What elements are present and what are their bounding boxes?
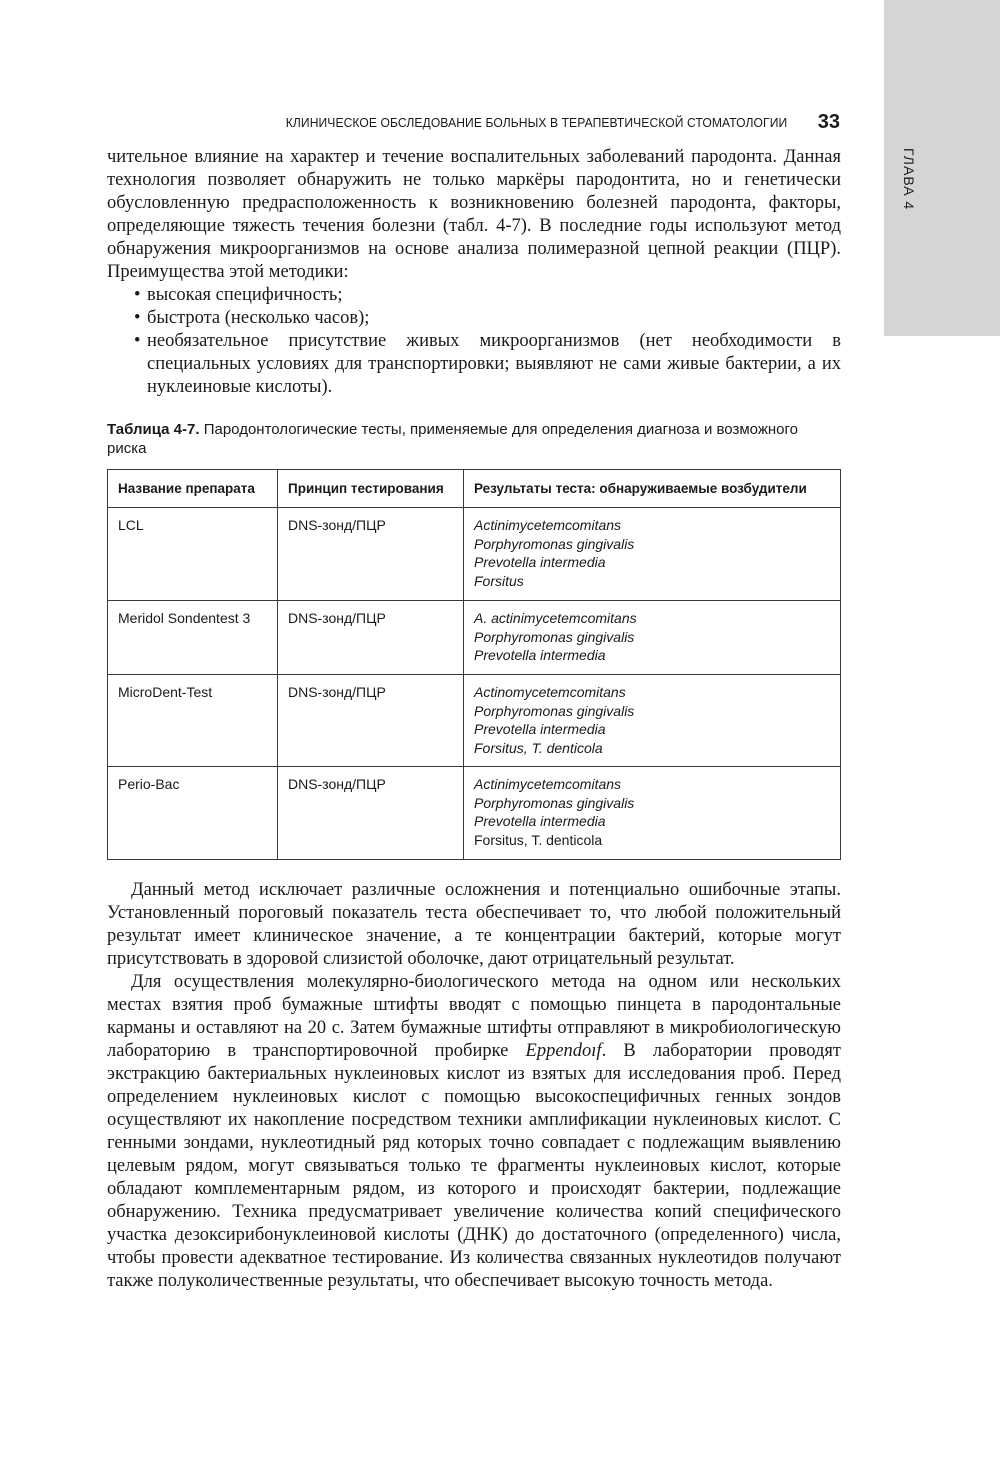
cell-name: Meridol Sondentest 3: [108, 601, 278, 675]
brand-name: Eppendoıf: [525, 1041, 602, 1061]
cell-principle: DNS-зонд/ПЦР: [278, 767, 464, 860]
header-principle: Принцип тестирования: [278, 470, 464, 508]
cell-results: [464, 675, 841, 767]
paragraph-procedure-end: . В лаборатории проводят экстракцию бактериальных нуклеиновых кислот из взятых для исследования проб. Перед определением нуклеиновых кислот с помощью высокоспецифичных генных зондов осуществляют их накопление посредством техники амплификации нуклеиновых кислот. С генными зондами, нуклеотидный ряд которых точно совпадает с подлежащим выявлению целевым рядом, могут связываться только те фрагменты нуклеиновых кислот, которые обладают комплементарным рядом, из которого и происходят бактерии, подлежащие обнаружению. Техника предусматривает увеличение количества копий специфического участка дезоксирибонуклеиновой кислоты (ДНК) до достаточного (определенного) числа, чтобы провести адекватное тестирование. Из количества связанных нуклеотидов получают также полуколичественные результаты, что обеспечивает высокую точность метода.: [107, 1041, 841, 1291]
cell-principle: DNS-зонд/ПЦР: [278, 601, 464, 675]
table-caption: [107, 420, 841, 458]
cell-principle: DNS-зонд/ПЦР: [278, 675, 464, 767]
organism: Prevotella intermedia: [474, 721, 606, 737]
organism: Porphyromonas gingivalis: [474, 702, 635, 719]
organism: Forsitus, T. denticola: [474, 831, 603, 848]
cell-name: LCL: [108, 508, 278, 601]
cell-name: Perio-Bac: [108, 767, 278, 860]
table-row: [108, 508, 841, 601]
organism: Forsitus, T. denticola: [474, 739, 603, 756]
main-section: [107, 879, 841, 1293]
organism: Actinomycetemcomitans: [474, 684, 626, 700]
table-row: [108, 767, 841, 860]
organism: Actinimycetemcomitans: [474, 776, 622, 792]
organism: Prevotella intermedia: [474, 813, 606, 829]
cell-principle: DNS-зонд/ПЦР: [278, 508, 464, 601]
cell-name: MicroDent-Test: [108, 675, 278, 767]
advantages-list: [107, 284, 841, 399]
organism: Prevotella intermedia: [474, 647, 606, 663]
chapter-label: ГЛАВА 4: [901, 148, 917, 211]
cell-results: [464, 508, 841, 601]
intro-section: [107, 146, 841, 399]
list-item: • высокая специфичность;: [107, 284, 841, 307]
table-caption-label: Таблица 4-7.: [107, 421, 200, 438]
table-row: [108, 675, 841, 767]
header-results: Результаты теста: обнаруживаемые возбудители: [464, 470, 841, 508]
table-header-row: [108, 470, 841, 508]
organism: Porphyromonas gingivalis: [474, 628, 635, 645]
organism: Forsitus: [474, 572, 524, 589]
organism: A. actinimycetemcomitans: [474, 610, 637, 626]
paragraph-procedure-start: Для осуществления молекулярно-биологического метода на одном или нескольких местах взятия проб бумажные штифты вводят с помощью пинцета в пародонтальные карманы и оставляют на 20 с. Затем бумажные штифты отправляют в микробиологическую лабораторию в транспортировочной пробирке: [107, 972, 841, 1061]
organism: Prevotella intermedia: [474, 554, 606, 570]
running-head: [250, 110, 840, 134]
paragraph-procedure: [107, 971, 841, 1293]
header-name: Название препарата: [108, 470, 278, 508]
organism: Porphyromonas gingivalis: [474, 535, 635, 552]
organism: Porphyromonas gingivalis: [474, 794, 635, 811]
table-caption-text: Пародонтологические тесты, применяемые для определения диагноза и возможного риска: [107, 421, 798, 457]
table-row: [108, 601, 841, 675]
list-item: • необязательное присутствие живых микроорганизмов (нет необходимости в специальных условиях для транспортировки; выявляют не сами живые бактерии, а их нуклеиновые кислоты).: [107, 330, 841, 399]
list-item: • быстрота (несколько часов);: [107, 307, 841, 330]
paragraph-method: Данный метод исключает различные осложнения и потенциально ошибочные этапы. Установленный пороговый показатель теста обеспечивает то, что любой положительный результат имеет клиническое значение, а те концентрации бактерий, которые могут присутствовать в здоровой слизистой оболочке, дают отрицательный результат.: [107, 880, 841, 969]
cell-results: [464, 601, 841, 675]
intro-paragraph: чительное влияние на характер и течение воспалительных заболеваний пародонта. Данная технология позволяет обнаружить не только маркёры пародонтита, но и генетически обусловленную предрасположенность к возникновению болезней пародонта, факторы, определяющие тяжесть течения болезни (табл. 4-7). В последние годы используют метод обнаружения микроорганизмов на основе анализа полимеразной цепной реакции (ПЦР). Преимущества этой методики:: [107, 147, 841, 282]
page-number: 33: [817, 110, 840, 133]
cell-results: [464, 767, 841, 860]
running-title: КЛИНИЧЕСКОЕ ОБСЛЕДОВАНИЕ БОЛЬНЫХ В ТЕРАПЕВТИЧЕСКОЙ СТОМАТОЛОГИИ: [286, 114, 788, 130]
periodontal-tests-table: [107, 469, 841, 860]
organism: Actinimycetemcomitans: [474, 517, 622, 533]
